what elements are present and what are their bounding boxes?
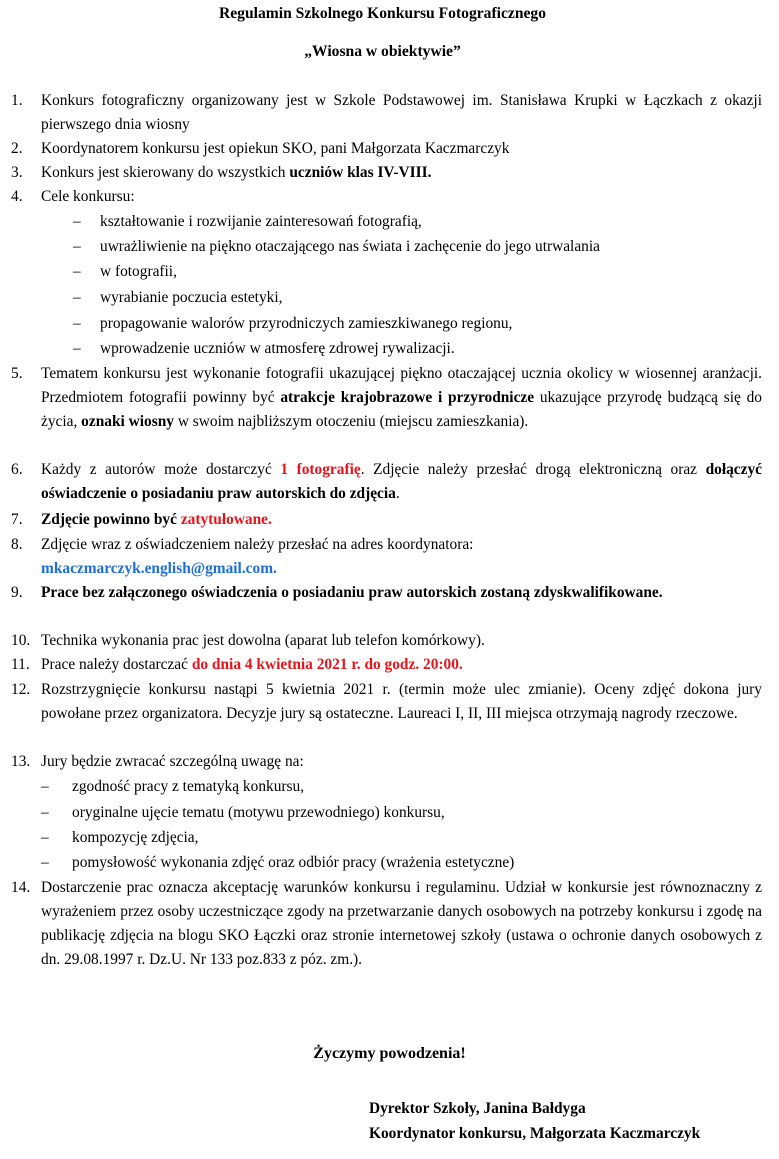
- item-number: 14.: [11, 879, 31, 896]
- list-item: oryginalne ujęcie tematu (motywu przewodniego) konkursu,: [72, 804, 445, 821]
- rule-10: Technika wykonania prac jest dowolna (aparat lub telefon komórkowy).: [41, 632, 485, 649]
- item-number: 1.: [11, 92, 23, 109]
- list-item: w fotografii,: [100, 263, 177, 280]
- rule-1: Konkurs fotograficzny organizowany jest w Szkole Podstawowej im. Stanisława Krupki w Łączkach z okazji pierwszego dnia wiosny: [41, 92, 762, 133]
- item-number: 6.: [11, 461, 23, 478]
- signature-director: Dyrektor Szkoły, Janina Bałdyga: [369, 1100, 586, 1117]
- list-dash: –: [41, 804, 49, 821]
- list-dash: –: [73, 238, 81, 255]
- coordinator-email-link[interactable]: mkaczmarczyk.english@gmail.com.: [41, 560, 277, 577]
- rule-5: Tematem konkursu jest wykonanie fotografii ukazującej piękno otaczającej ucznia okolicy w wiosennej aranżacji. Przedmiotem fotografii powinny być atrakcje krajobrazowe i przyrodnicze ukazujące przyrodę budzącą się do życia, oznaki wiosny w swoim najbliższym otoczeniu (miejscu zamieszkania).: [41, 365, 762, 430]
- rule-7: Zdjęcie powinno być zatytułowane.: [41, 511, 272, 528]
- rule-12: Rozstrzygnięcie konkursu nastąpi 5 kwietnia 2021 r. (termin może ulec zmianie). Oceny zdjęć dokona jury powołane przez organizatora. Decyzje jury są ostateczne. Laureaci I, II, III miejsca otrzymają nagrody rzeczowe.: [41, 681, 762, 722]
- list-dash: –: [41, 778, 49, 795]
- list-item: wprowadzenie uczniów w atmosferę zdrowej rywalizacji.: [100, 340, 455, 357]
- rule-8: Zdjęcie wraz z oświadczeniem należy przesłać na adres koordynatora: mkaczmarczyk.english@gmail.com.: [41, 536, 474, 577]
- rule-6: Każdy z autorów może dostarczyć 1 fotografię. Zdjęcie należy przesłać drogą elektroniczną oraz dołączyć oświadczenie o posiadaniu praw autorskich do zdjęcia.: [41, 461, 762, 502]
- item-number: 10.: [11, 632, 31, 649]
- signature-coordinator: Koordynator konkursu, Małgorzata Kaczmarczyk: [369, 1125, 701, 1142]
- rule-11: Prace należy dostarczać do dnia 4 kwietnia 2021 r. do godz. 20:00.: [41, 656, 463, 673]
- list-item: uwrażliwienie na piękno otaczającego nas świata i zachęcenie do jego utrwalania: [100, 238, 600, 255]
- list-dash: –: [41, 829, 49, 846]
- item-number: 5.: [11, 365, 23, 382]
- document-subtitle: „Wiosna w obiektywie”: [304, 43, 461, 60]
- item-number: 12.: [11, 681, 31, 698]
- list-dash: –: [41, 854, 49, 871]
- item-number: 3.: [11, 164, 23, 181]
- rule-14: Dostarczenie prac oznacza akceptację warunków konkursu i regulaminu. Udział w konkursie jest równoznaczny z wyrażeniem przez osoby uczestniczące zgody na przetwarzanie danych osobowych na potrzeby konkursu i zgodę na publikację zdjęcia na blogu SKO Łączki oraz stronie internetowej szkoły (ustawa o ochronie danych osobowych z dn. 29.08.1997 r. Dz.U. Nr 133 poz.833 z póz. zm.).: [41, 879, 762, 968]
- list-item: wyrabianie poczucia estetyki,: [100, 289, 283, 306]
- list-item: pomysłowość wykonania zdjęć oraz odbiór pracy (wrażenia estetyczne): [72, 854, 515, 871]
- list-item: kształtowanie i rozwijanie zainteresowań fotografią,: [100, 213, 422, 230]
- rule-13: Jury będzie zwracać szczególną uwagę na:: [41, 753, 304, 770]
- rule-3: Konkurs jest skierowany do wszystkich uczniów klas IV-VIII.: [41, 164, 432, 181]
- list-dash: –: [73, 315, 81, 332]
- list-dash: –: [73, 213, 81, 230]
- document-title: Regulamin Szkolnego Konkursu Fotograficznego: [218, 5, 547, 22]
- rule-9: Prace bez załączonego oświadczenia o posiadaniu praw autorskich zostaną zdyskwalifikowane.: [41, 584, 663, 601]
- item-number: 4.: [11, 188, 23, 205]
- item-number: 13.: [11, 753, 31, 770]
- list-dash: –: [73, 263, 81, 280]
- list-dash: –: [73, 340, 81, 357]
- rule-4: Cele konkursu:: [41, 188, 135, 205]
- item-number: 2.: [11, 140, 23, 157]
- list-dash: –: [73, 289, 81, 306]
- list-item: propagowanie walorów przyrodniczych zamieszkiwanego regionu,: [100, 315, 513, 332]
- list-item: zgodność pracy z tematyką konkursu,: [72, 778, 305, 795]
- item-number: 7.: [11, 511, 23, 528]
- list-item: kompozycję zdjęcia,: [72, 829, 199, 846]
- item-number: 11.: [11, 656, 30, 673]
- item-number: 8.: [11, 536, 23, 553]
- item-number: 9.: [11, 584, 23, 601]
- closing-wish: Życzymy powodzenia!: [313, 1045, 466, 1062]
- rule-2: Koordynatorem konkursu jest opiekun SKO, pani Małgorzata Kaczmarczyk: [41, 140, 510, 157]
